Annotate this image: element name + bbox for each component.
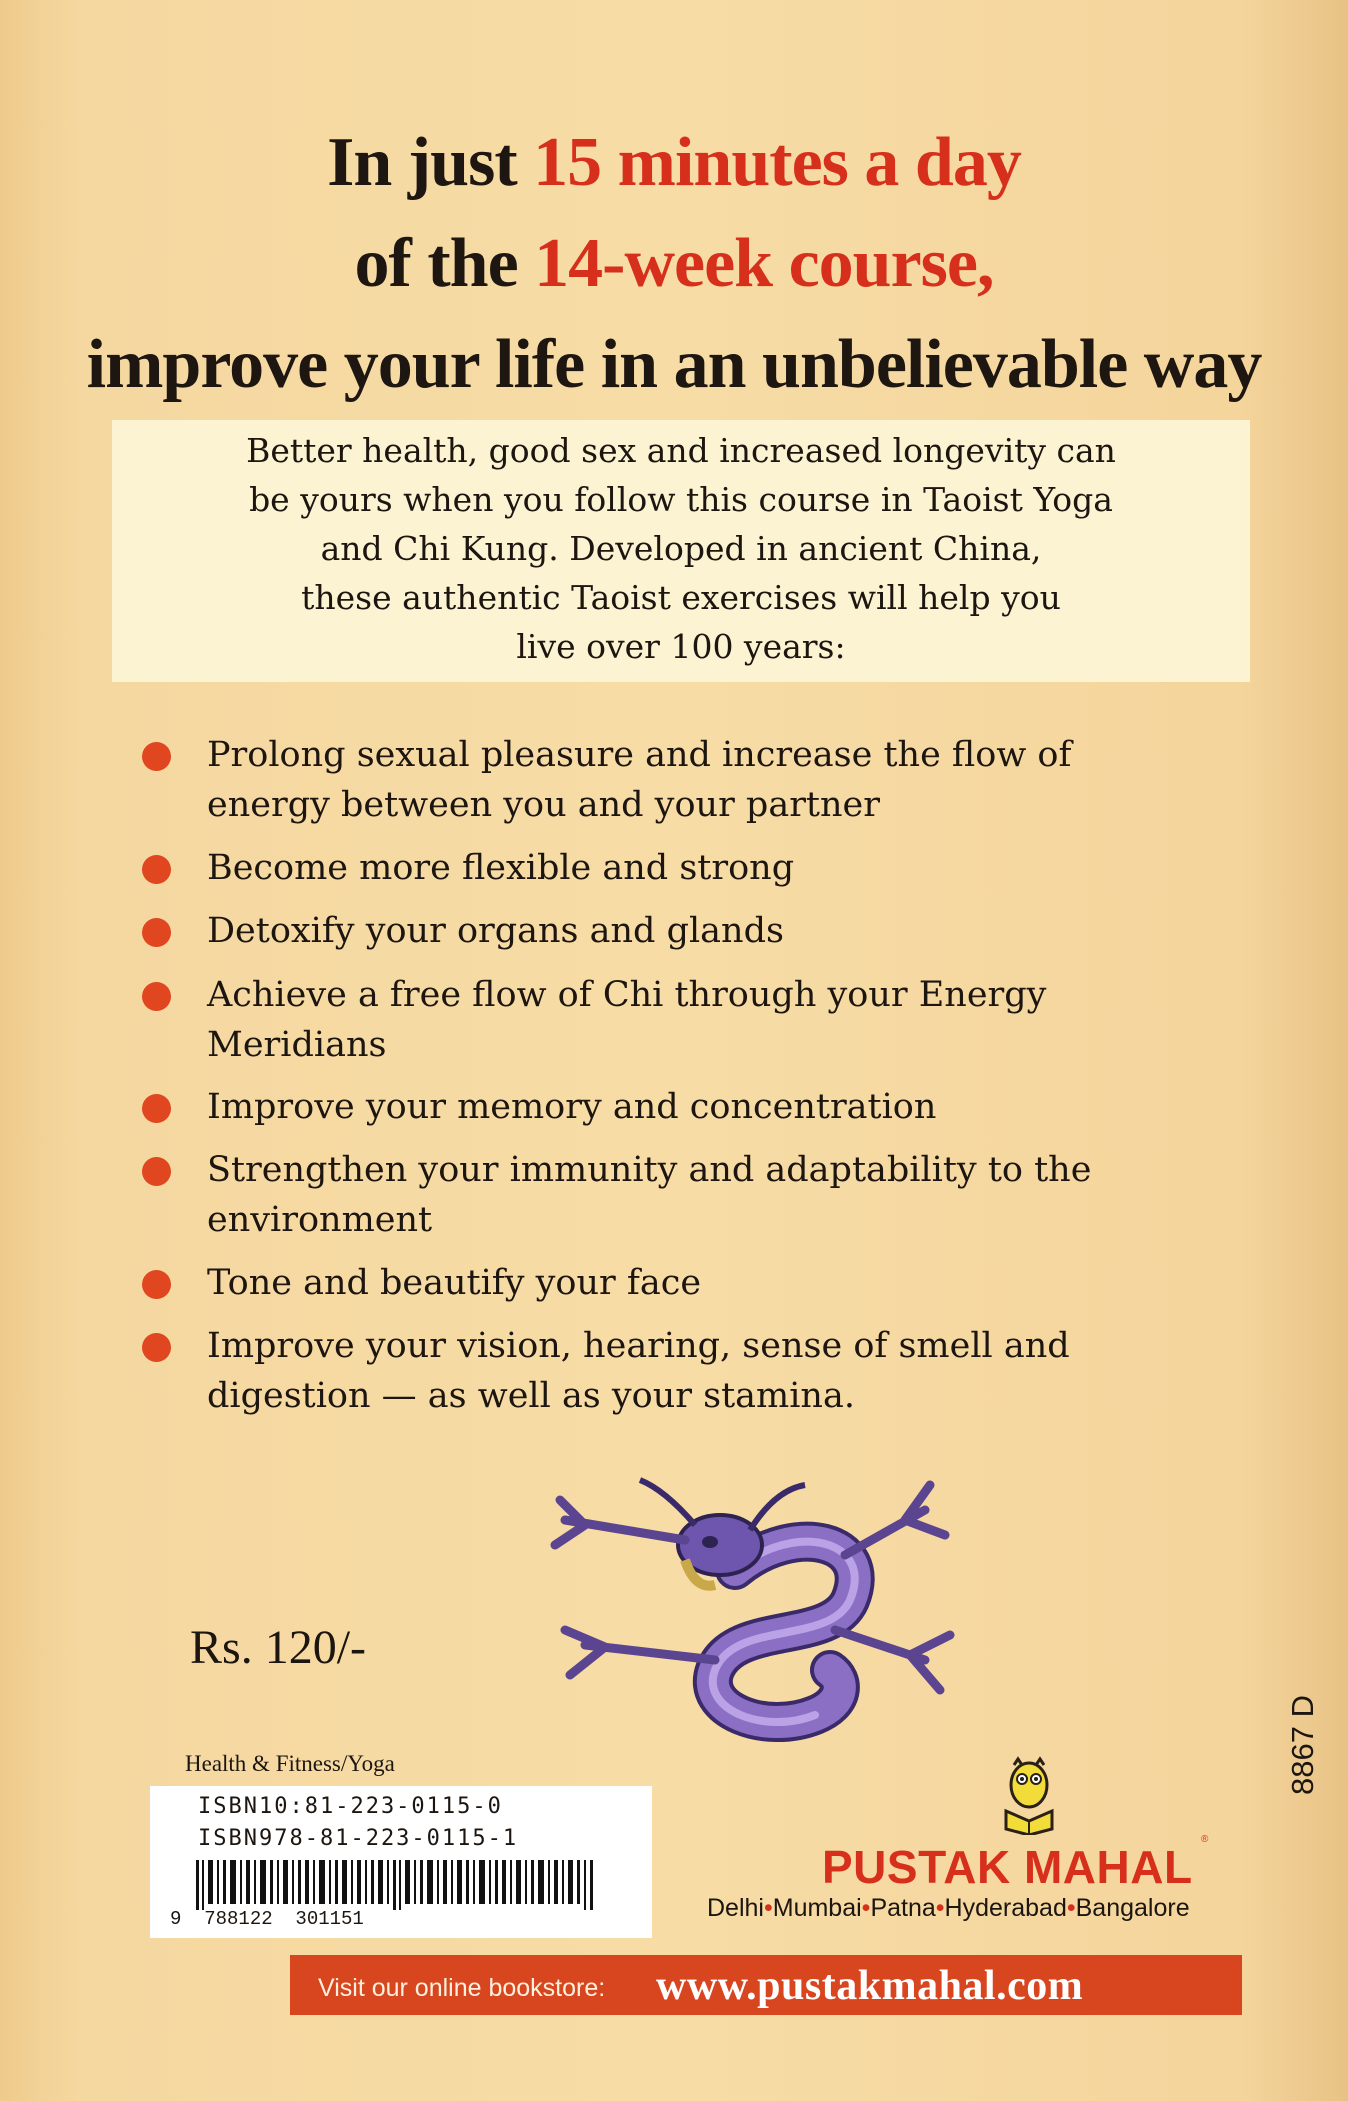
dragon-illustration (545, 1460, 965, 1750)
bullet-dot-icon (142, 1270, 171, 1299)
registered-mark: ® (1201, 1834, 1209, 1845)
intro-line: Better health, good sex and increased longevity can (246, 431, 1116, 470)
benefit-text (207, 730, 1207, 830)
bullet-dot-icon (142, 855, 171, 884)
publisher-cities (707, 1894, 1190, 1923)
bullet-dot-icon (142, 982, 171, 1011)
benefit-line: Meridians (207, 1025, 387, 1065)
barcode-block (150, 1786, 652, 1938)
benefit-line: Improve your memory and concentration (207, 1087, 937, 1127)
city-label: Mumbai (772, 1894, 862, 1922)
headline-line-1-text: In just (327, 124, 517, 201)
separator-dot-icon: • (935, 1894, 945, 1922)
benefit-line: Prolong sexual pleasure and increase the flow of (207, 735, 1072, 775)
benefit-line: environment (207, 1200, 433, 1240)
benefit-line: Detoxify your organs and glands (207, 911, 784, 951)
headline-line-2 (0, 225, 1348, 302)
headline-line-2-accent: 14-week course, (534, 225, 994, 302)
publisher-name: PUSTAK MAHAL (822, 1841, 1193, 1893)
intro-box (112, 420, 1250, 682)
benefit-text (207, 1082, 1207, 1132)
headline-line-3: improve your life in an unbelievable way (86, 326, 1262, 403)
bullet-dot-icon (142, 918, 171, 947)
isbn13-text: ISBN978-81-223-0115-1 (198, 1826, 519, 1851)
benefit-text (207, 843, 1207, 893)
barcode-graphic (196, 1860, 616, 1910)
category-label: Health & Fitness/Yoga (185, 1751, 395, 1776)
benefit-line: Improve your vision, hearing, sense of smell and (207, 1326, 1070, 1366)
price-label: Rs. 120/- (190, 1621, 367, 1674)
benefit-text (207, 1321, 1207, 1421)
benefit-line: Achieve a free flow of Chi through your Energy (207, 975, 1047, 1015)
bullet-dot-icon (142, 1333, 171, 1362)
city-label: Hyderabad (944, 1894, 1067, 1922)
benefit-text (207, 1145, 1207, 1245)
bullet-dot-icon (142, 742, 171, 771)
website-banner (290, 1955, 1242, 2015)
benefit-text (207, 1258, 1207, 1308)
intro-line: and Chi Kung. Developed in ancient China, (320, 529, 1042, 568)
benefit-line: digestion — as well as your stamina. (207, 1376, 855, 1416)
spine-code: 8867 D (1285, 1695, 1320, 1795)
benefit-line: Become more flexible and strong (207, 848, 795, 888)
headline-line-1 (0, 124, 1348, 201)
bullet-dot-icon (142, 1157, 171, 1186)
bullet-dot-icon (142, 1094, 171, 1123)
owl-logo-icon (1000, 1755, 1058, 1835)
separator-dot-icon: • (861, 1894, 871, 1922)
intro-line: live over 100 years: (516, 627, 846, 666)
barcode-digits: 9 788122 301151 (170, 1908, 364, 1930)
city-label: Bangalore (1075, 1894, 1190, 1922)
intro-line: be yours when you follow this course in Taoist Yoga (249, 480, 1113, 519)
headline-line-2-text: of the (354, 225, 518, 302)
benefit-text (207, 906, 1207, 956)
benefit-line: Tone and beautify your face (207, 1263, 702, 1303)
isbn10-text: ISBN10:81-223-0115-0 (198, 1794, 503, 1819)
headline-line-1-accent: 15 minutes a day (533, 124, 1021, 201)
separator-dot-icon: • (1066, 1894, 1076, 1922)
website-label: Visit our online bookstore: (318, 1974, 606, 2002)
intro-line: these authentic Taoist exercises will help you (301, 578, 1061, 617)
benefit-text (207, 970, 1207, 1070)
website-url: www.pustakmahal.com (656, 1963, 1084, 2009)
city-label: Delhi (707, 1894, 764, 1922)
benefit-line: energy between you and your partner (207, 785, 880, 825)
separator-dot-icon: • (763, 1894, 773, 1922)
city-label: Patna (870, 1894, 936, 1922)
benefit-line: Strengthen your immunity and adaptability to the (207, 1150, 1092, 1190)
